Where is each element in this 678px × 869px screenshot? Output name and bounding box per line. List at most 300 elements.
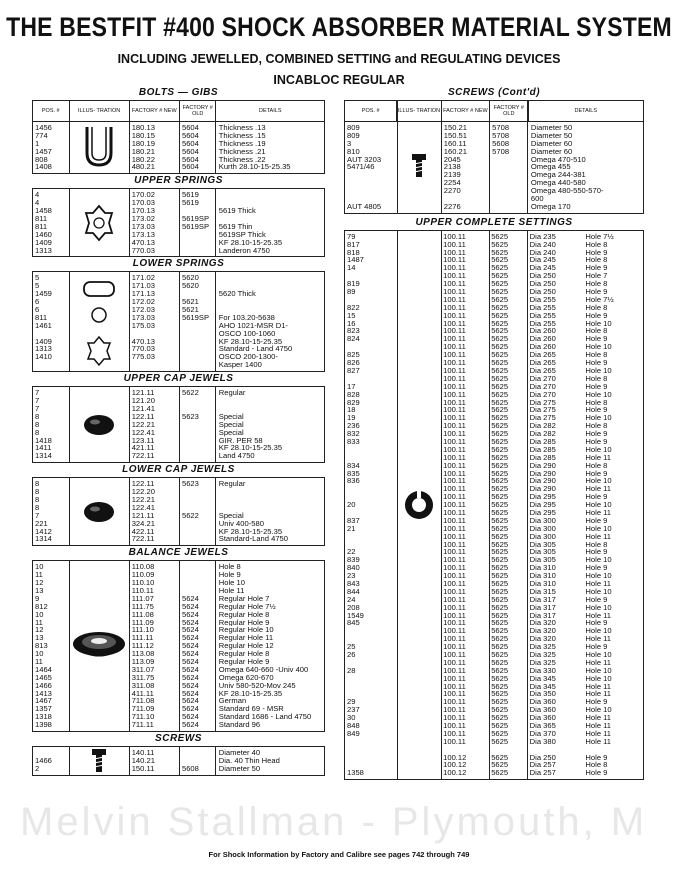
- cell: 171.13: [131, 290, 155, 299]
- cell: 835: [347, 469, 360, 478]
- table-row: [345, 619, 643, 627]
- cell: 5625: [491, 461, 509, 470]
- cell: 5625: [491, 516, 509, 525]
- cell: Omega 244-381: [530, 171, 586, 180]
- cell: [345, 485, 397, 493]
- cell: 5608: [492, 139, 510, 148]
- cell: Hole 9: [585, 698, 608, 707]
- table-row: [345, 203, 643, 211]
- cell: 122.11: [131, 480, 155, 489]
- section-title: BOLTS — GIBS: [138, 87, 219, 98]
- cell: 5625: [491, 264, 509, 273]
- cell: Dia 255: [529, 311, 556, 320]
- cell: 849: [347, 729, 360, 738]
- cell: 5625: [491, 698, 509, 707]
- cell: 5622: [181, 511, 199, 520]
- cell: 100.11: [443, 422, 466, 431]
- cell: 3: [347, 139, 352, 148]
- table-row: [345, 351, 643, 359]
- cell: Kasper 1400: [218, 361, 262, 370]
- cell: Hole 10: [585, 501, 612, 509]
- cell: [442, 195, 490, 203]
- cell: Standard-Land 4750: [218, 535, 288, 544]
- cell: 837: [347, 516, 360, 525]
- table-row: [345, 754, 643, 762]
- cell: 5625: [491, 477, 509, 486]
- cell: Dia 255: [529, 319, 556, 328]
- cell: 809: [347, 124, 360, 132]
- cell: Standard 96: [218, 721, 261, 729]
- cell: Dia 290: [529, 477, 556, 486]
- cell: 100.11: [443, 311, 466, 320]
- page-subtitle-2: INCABLOC REGULAR: [273, 73, 405, 87]
- cell: [180, 444, 217, 452]
- cell: [180, 397, 217, 405]
- cell: 5619: [181, 199, 199, 208]
- cell: [180, 239, 217, 247]
- cell: Hole 9: [585, 248, 608, 257]
- cell: 5624: [181, 721, 199, 729]
- table-row: [345, 320, 643, 328]
- cell: [180, 749, 217, 757]
- cell: 100.11: [443, 666, 466, 675]
- table-row: [345, 588, 643, 596]
- cell: [490, 187, 529, 195]
- cell: Hole 8: [585, 256, 608, 265]
- cell: 110.11: [131, 586, 154, 595]
- cell: 100.11: [443, 737, 466, 746]
- cell: [490, 179, 529, 187]
- cell: Hole 10: [585, 627, 612, 636]
- cell: 111.09: [131, 618, 154, 627]
- cell: 100.11: [443, 508, 466, 517]
- cell: 237: [347, 706, 360, 715]
- cell: 111.12: [131, 642, 154, 651]
- table-row: [345, 667, 643, 675]
- cell: 5624: [181, 650, 199, 658]
- column-divider: [179, 189, 180, 256]
- cell: Regular Hole 9: [218, 618, 270, 627]
- table-row: [345, 383, 643, 391]
- cell: 100.11: [443, 516, 466, 525]
- cell: 140.11: [131, 749, 155, 757]
- cell: 5604: [181, 163, 199, 172]
- cell: Thickness .21: [218, 147, 266, 156]
- cell: 5625: [491, 564, 509, 573]
- cell: Dia 360: [529, 706, 556, 715]
- section-table: [32, 100, 325, 174]
- cell: 208: [347, 603, 360, 612]
- table-row: [345, 769, 643, 777]
- cell: 180.15: [131, 131, 155, 140]
- cell: [345, 635, 397, 643]
- column-divider: [489, 231, 490, 779]
- column-divider: [441, 101, 442, 213]
- cell: 15: [347, 311, 356, 320]
- header-pos: POS. #: [33, 101, 70, 121]
- cell: 100.11: [443, 682, 466, 691]
- table-row: [345, 438, 643, 446]
- cell: 823: [347, 327, 360, 336]
- cell: 121.41: [131, 404, 155, 413]
- table-row: [345, 422, 643, 430]
- cell: 236: [347, 422, 360, 431]
- header-new: FACTORY # NEW: [442, 101, 490, 121]
- cell: Hole 9: [585, 264, 608, 273]
- cell: Hole 11: [585, 532, 612, 541]
- cell: 5624: [181, 697, 199, 706]
- header-pos: POS. #: [345, 101, 397, 121]
- column-divider: [215, 189, 216, 256]
- cell: Hole 8: [585, 374, 608, 383]
- cell: Special: [218, 412, 244, 421]
- cell: Dia 310: [529, 564, 556, 573]
- cell: Dia 275: [529, 414, 556, 423]
- cell: 172.03: [131, 306, 155, 314]
- cell: [180, 579, 217, 587]
- table-row: [345, 564, 643, 572]
- cell: 25: [347, 643, 356, 651]
- cell: Dia 260: [529, 327, 556, 336]
- cell: Special: [218, 428, 244, 437]
- cell: 110.08: [131, 563, 155, 572]
- table-row: [345, 738, 643, 746]
- cell: 100.11: [443, 532, 466, 541]
- cell: [180, 528, 217, 536]
- cell: 711.09: [131, 705, 155, 714]
- cell: [345, 296, 397, 304]
- table-row: [345, 493, 643, 501]
- cell: [345, 343, 397, 351]
- cell: 100.11: [443, 627, 466, 636]
- cell: Special: [218, 511, 244, 520]
- cell: 11: [35, 657, 43, 666]
- cell: 1357: [35, 705, 52, 714]
- cell: [180, 535, 217, 543]
- cell: 5623: [181, 412, 199, 421]
- column-divider: [179, 561, 180, 731]
- cell: Hole 11: [585, 485, 612, 494]
- cell: Dia 330: [529, 666, 556, 675]
- table-row: [345, 454, 643, 462]
- cell: 5625: [491, 714, 509, 723]
- cell: 100.11: [443, 603, 466, 612]
- cell: 2045: [443, 155, 461, 164]
- cell: [490, 203, 529, 211]
- cell: Hole 10: [585, 587, 612, 596]
- cell: 100.11: [443, 453, 466, 462]
- table-row: [345, 233, 643, 241]
- cell: [180, 437, 217, 445]
- table-row: [345, 462, 643, 470]
- cell: 5624: [181, 602, 199, 611]
- cell: 170.02: [131, 191, 155, 200]
- cell: 100.11: [443, 579, 466, 588]
- cell: Hole 10: [585, 706, 612, 715]
- cell: 21: [347, 524, 356, 533]
- table-row: [345, 761, 643, 769]
- cell: [217, 199, 324, 207]
- cell: [490, 163, 529, 171]
- cell: 5624: [181, 705, 199, 714]
- cell: 12: [35, 579, 44, 587]
- table-row: [345, 327, 643, 335]
- cell: Dia 250: [529, 272, 556, 281]
- cell: Dia 370: [529, 729, 556, 738]
- page-subtitle: INCLUDING JEWELLED, COMBINED SETTING and REGULATING DEVICES: [117, 52, 561, 66]
- upper-spring-icon: [69, 189, 129, 256]
- cell: 100.11: [443, 658, 466, 667]
- table-row: [345, 446, 643, 454]
- cell: 100.11: [443, 595, 466, 604]
- cell: 1466: [35, 681, 52, 690]
- section-title: SCREWS (Cont'd): [447, 87, 541, 98]
- cell: Dia 250: [529, 280, 556, 289]
- cell: Dia 290: [529, 485, 556, 494]
- cell: 8: [35, 488, 40, 496]
- cell: [345, 446, 397, 454]
- table-row: [345, 509, 643, 517]
- cell: Dia. 40 Thin Head: [218, 756, 280, 765]
- cell: 311.75: [131, 673, 155, 682]
- cell: Hole 10: [585, 477, 612, 486]
- cell: 5624: [181, 673, 199, 682]
- cell: Regular Hole 7: [218, 594, 270, 603]
- cell: KF 28.10-15-25.35: [218, 444, 283, 453]
- cell: Hole 9: [585, 769, 608, 778]
- cell: Hole 10: [585, 674, 612, 683]
- cell: Dia 270: [529, 374, 556, 383]
- table-row: [345, 533, 643, 541]
- cell: Dia 305: [529, 548, 556, 557]
- cell: 5624: [181, 642, 199, 651]
- cell: 100.11: [443, 714, 466, 723]
- cell: 826: [347, 359, 360, 367]
- cell: Hole 9: [585, 469, 608, 478]
- cell: 100.11: [443, 690, 466, 699]
- cell: [490, 171, 529, 179]
- cell: 5604: [181, 147, 199, 156]
- cell: Hole 11: [585, 690, 612, 699]
- cell: Dia 345: [529, 674, 556, 683]
- cell: [345, 659, 397, 667]
- cell: Dia 282: [529, 422, 556, 431]
- cell: [180, 520, 217, 528]
- cell: 1460: [35, 230, 52, 239]
- cell: 170.13: [131, 207, 155, 216]
- cell: [490, 195, 529, 203]
- table-row: [345, 195, 643, 203]
- cell: Hole 9: [585, 437, 608, 446]
- cell: Hole 10: [585, 524, 612, 533]
- cell: 1408: [35, 163, 52, 172]
- cell: 170.03: [131, 199, 155, 208]
- cell: 5621: [181, 298, 199, 307]
- cell: 825: [347, 351, 360, 360]
- cell: Dia 300: [529, 516, 556, 525]
- cell: Regular Hole 8: [218, 650, 270, 658]
- table-row: [345, 312, 643, 320]
- cell: 100.11: [443, 288, 466, 296]
- cell: 100.12: [443, 753, 467, 762]
- cell: 5620 Thick: [218, 290, 256, 299]
- cell: 770.03: [131, 246, 155, 255]
- table-row: [345, 627, 643, 635]
- cell: [180, 322, 217, 330]
- cell: [33, 749, 70, 757]
- cell: 5624: [181, 634, 199, 643]
- cell: 5625: [491, 485, 509, 494]
- cell: 140.21: [131, 756, 155, 765]
- cell: 5625: [491, 319, 509, 328]
- cell: Thickness .13: [218, 124, 266, 132]
- cell: 100.11: [443, 335, 466, 344]
- cell: 1458: [35, 207, 52, 216]
- table-row: [345, 399, 643, 407]
- cell: [180, 330, 217, 338]
- cell: 411.11: [131, 689, 154, 698]
- cell: 180.13: [131, 124, 155, 132]
- cell: 79: [347, 232, 356, 241]
- cell: [217, 504, 324, 512]
- cell: 100.11: [443, 232, 466, 241]
- cell: [180, 231, 217, 239]
- cell: 5625: [491, 272, 509, 281]
- section-table: [32, 477, 325, 546]
- cell: 774: [35, 131, 48, 140]
- cell: 770.03: [131, 345, 155, 354]
- section-table: [32, 746, 325, 776]
- cell: [180, 361, 217, 369]
- section-table: [344, 100, 644, 214]
- cell: 833: [347, 437, 360, 446]
- cell: 722.11: [131, 535, 155, 544]
- cell: [345, 541, 397, 549]
- cell: 8: [35, 503, 40, 512]
- cell: Univ 400-580: [218, 519, 264, 528]
- cell: 122.20: [131, 488, 155, 496]
- column-divider: [179, 747, 180, 775]
- table-row: [345, 612, 643, 620]
- cell: Hole 7½: [585, 232, 614, 241]
- cell: Hole 8: [585, 461, 608, 470]
- cell: Dia 317: [529, 611, 556, 620]
- cell: Dia 285: [529, 453, 556, 462]
- cell: 827: [347, 366, 360, 375]
- cell: Dia 245: [529, 256, 556, 265]
- section-title: LOWER CAP JEWELS: [122, 464, 235, 476]
- cell: [583, 746, 643, 754]
- cell: Hole 9: [585, 595, 608, 604]
- cell: 100.11: [443, 485, 466, 494]
- table-row: [345, 148, 643, 156]
- cell: Hole 9: [585, 548, 608, 557]
- cell: 5624: [181, 594, 199, 603]
- cell: Hole 9: [585, 753, 608, 762]
- cell: 1411: [35, 444, 52, 453]
- cell: [180, 290, 217, 298]
- cell: 123.11: [131, 436, 155, 445]
- cell: 1: [35, 139, 40, 148]
- cell: 11: [35, 571, 43, 580]
- cell: 100.12: [443, 761, 467, 770]
- cell: Hole 10: [585, 343, 612, 352]
- cell: 100.12: [443, 769, 467, 778]
- table-row: [345, 698, 643, 706]
- cell: 813: [35, 642, 48, 651]
- cell: 100.11: [443, 295, 466, 304]
- table-row: [345, 156, 643, 164]
- cell: 5625: [491, 445, 509, 454]
- cell: 7: [35, 397, 40, 405]
- cell: 2138: [443, 163, 461, 172]
- cell: 843: [347, 579, 360, 588]
- cell: 17: [347, 382, 356, 391]
- cell: [528, 746, 584, 754]
- cell: 20: [347, 501, 356, 509]
- table-row: [345, 406, 643, 414]
- cell: [345, 533, 397, 541]
- cell: 100.11: [443, 272, 466, 281]
- cell: 180.19: [131, 139, 155, 148]
- cell: 5625: [491, 280, 509, 289]
- cell: 5625: [491, 666, 509, 675]
- cell: AUT 4805: [347, 202, 382, 211]
- cell: 5625: [491, 690, 509, 699]
- cell: Hole 11: [585, 611, 612, 620]
- cell: KF 28.10-15-25.35: [218, 337, 283, 346]
- cell: [345, 627, 397, 635]
- cell: Dia 325: [529, 651, 556, 659]
- cell: Hole 8: [585, 240, 608, 249]
- cell: 5625: [491, 729, 509, 738]
- cell: 1314: [35, 535, 52, 544]
- cell: 1461: [35, 321, 52, 330]
- cell: 150.11: [131, 764, 155, 773]
- cell: Kurth 28.10-15-25.35: [218, 163, 291, 172]
- cell: 100.11: [443, 524, 466, 533]
- cell: Hole 10: [585, 572, 612, 580]
- cell: Omega 440-580: [530, 179, 586, 188]
- cell: KF 28.10-15-25.35: [218, 527, 283, 536]
- column-divider: [129, 478, 130, 545]
- cell: 5625: [491, 587, 509, 596]
- cell: Hole 9: [585, 516, 608, 525]
- cell: 10: [35, 650, 44, 658]
- cell: [180, 757, 217, 765]
- cell: Dia 360: [529, 714, 556, 723]
- cell: 5625: [491, 753, 509, 762]
- cell: Hole 9: [585, 564, 608, 573]
- cell: 829: [347, 398, 360, 407]
- cell: Hole 11: [585, 722, 612, 730]
- cell: Hole 10: [585, 366, 612, 375]
- cell: Hole 8: [585, 761, 608, 770]
- cell: Dia 282: [529, 430, 556, 438]
- cell: Dia 260: [529, 335, 556, 344]
- cell: Dia 320: [529, 627, 556, 636]
- cell: Dia 255: [529, 295, 556, 304]
- cell: 5625: [491, 327, 509, 336]
- table-row: [345, 264, 643, 272]
- cell: 100.11: [443, 374, 466, 383]
- cell: 422.11: [131, 527, 155, 536]
- cell: 5624: [181, 618, 199, 627]
- cell: Hole 9: [585, 359, 608, 367]
- cell: 808: [35, 155, 48, 164]
- left-column: [32, 86, 325, 776]
- cell: 711.10: [131, 713, 155, 722]
